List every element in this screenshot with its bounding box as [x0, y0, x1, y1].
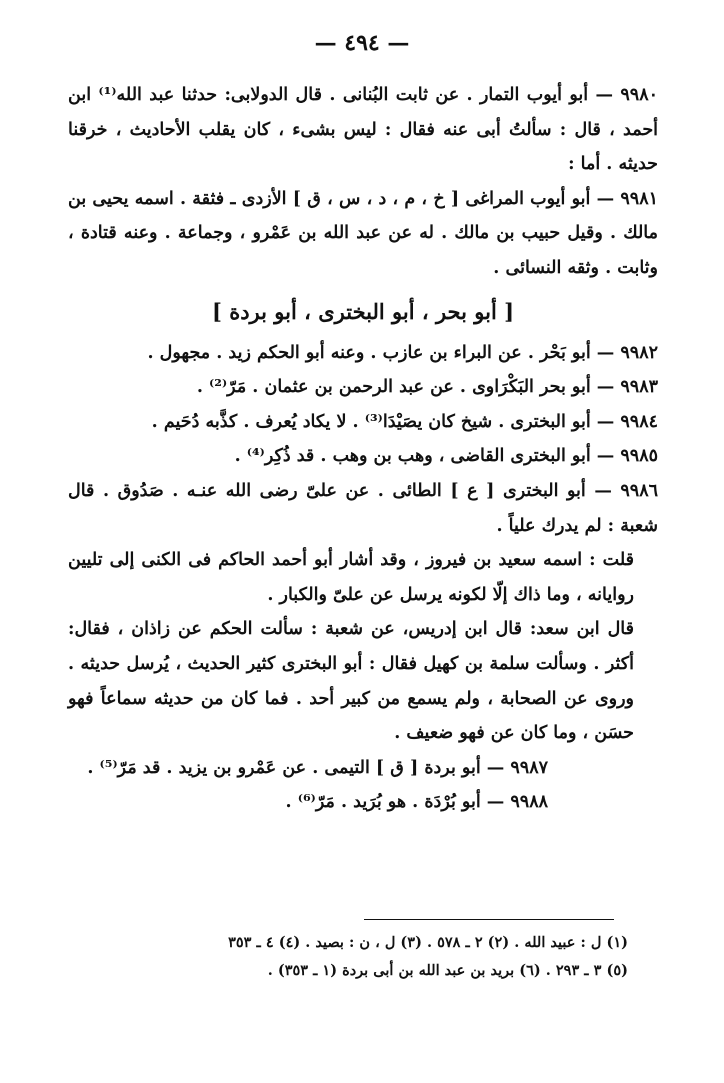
- entry-9981: ٩٩٨١ — أبو أيوب المراغى [ خ ، م ، د ، س ، ق ] الأزدى ـ فثقة . اسمه يحيى بن مالك . وقيل حبيب بن مالك . له عن عبد الله بن عَمْرو ، وجماعة . وعنه قتادة ، وثابت . وثقه النسائى .: [68, 188, 658, 278]
- footnote-divider: [364, 919, 614, 920]
- entry-9984: ٩٩٨٤ — أبو البخترى . شيخ كان يصَيْدَا⁽³⁾ . لا يكاد يُعرف . كذَّبه دُحَيم .: [151, 411, 658, 432]
- footnotes: [68, 929, 628, 985]
- section-heading: [ أبو بحر ، أبو البخترى ، أبو بردة ]: [211, 298, 515, 324]
- footnote-line-2: (٥) ٣ ـ ٢٩٣ . (٦) بريد بن عبد الله بن أبى بردة (١ ـ ٣٥٣) .: [267, 962, 628, 979]
- entry-9980: ٩٩٨٠ — أبو أيوب التمار . عن ثابت البُنانى . قال الدولابى: حدثنا عبد الله⁽¹⁾ ابن أحمد ، قال : سألتُ أبى عنه فقال : ليس بشىء ، كان يقلب الأحاديث ، خرقنا حديثه . أما :: [68, 85, 659, 175]
- entry-9986: ٩٩٨٦ — أبو البخترى [ ع ] الطائى . عن علىّ رضى الله عنـه . صَدُوق . قال شعبة : لم يدرك علياً .: [68, 480, 658, 536]
- entry-9987: ٩٩٨٧ — أبو بردة [ ق ] التيمى . عن عَمْرو بن يزيد . قد مَرّ⁽⁵⁾ .: [87, 757, 548, 778]
- entry-9985: ٩٩٨٥ — أبو البخترى القاضى ، وهب بن وهب . قد ذُكِر⁽⁴⁾ .: [234, 446, 658, 467]
- entry-9988: ٩٩٨٨ — أبو بُرْدَة . هو بُرَيد . مَرّ⁽⁶⁾ .: [285, 792, 548, 813]
- page-number: — ٤٩٤ —: [314, 30, 410, 56]
- main-text: [68, 78, 658, 820]
- entry-9983: ٩٩٨٣ — أبو بحر البَكْرَاوى . عن عبد الرحمن بن عثمان . مَرّ⁽²⁾ .: [196, 377, 658, 398]
- commentary-paragraph: قلت : اسمه سعيد بن فيروز ، وقد أشار أبو أحمد الحاكم فى الكنى إلى تليين روايانه ، وما ذاك إلّا لكونه يرسل عن علىّ والكبار .: [68, 550, 634, 605]
- footnote-line-1: (١) ل : عبيد الله . (٢) ٢ ـ ٥٧٨ . (٣) ل ، ن : بصيد . (٤) ٤ ـ ٣٥٣: [228, 934, 628, 951]
- entry-9982: ٩٩٨٢ — أبو بَحْر . عن البراء بن عازب . وعنه أبو الحكم زيد . مجهول .: [147, 342, 658, 363]
- ibn-saad-paragraph: قال ابن سعد: قال ابن إدريس، عن شعبة : سألت الحكم عن زاذان ، فقال: أكثر . وسألت سلمة بن كهيل فقال : أبو البخترى كثير الحديث ، يُرسل حديثه . وروى عن الصحابة ، ولم يسمع من كبير أحد . فما كان من حديثه سماعاً فهو حسَن ، وما كان عن فهو ضعيف .: [68, 619, 634, 744]
